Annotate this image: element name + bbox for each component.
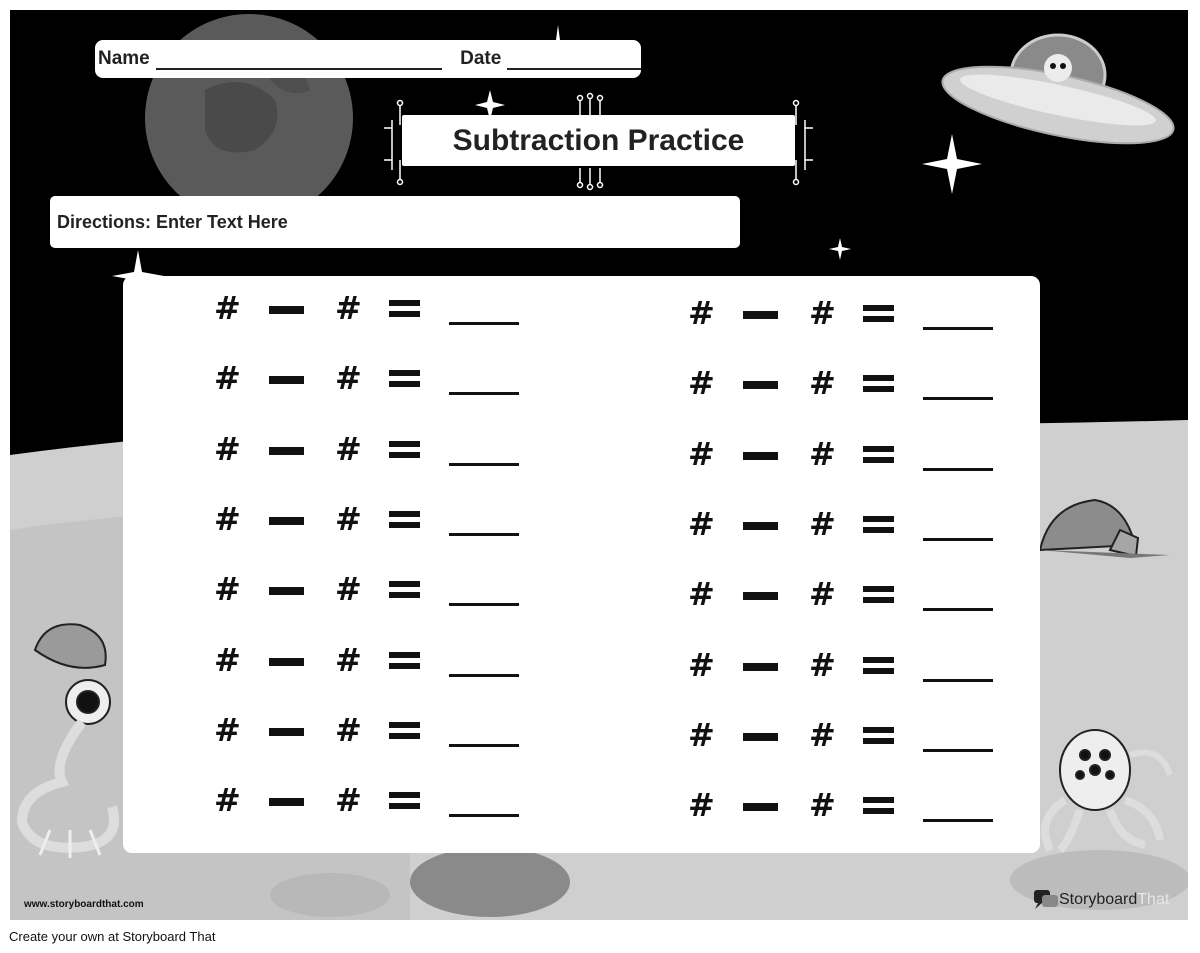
operand-placeholder: #: [688, 505, 715, 543]
minus-sign: [269, 728, 304, 736]
equals-sign: [389, 370, 420, 376]
logo-word-that: That: [1137, 891, 1170, 908]
minus-sign: [743, 452, 778, 460]
answer-blank[interactable]: [923, 679, 993, 682]
subtraction-problem: [205, 499, 525, 539]
equals-sign: [863, 305, 894, 311]
name-field[interactable]: [156, 48, 442, 70]
minus-sign: [269, 306, 304, 314]
operand-placeholder: #: [809, 716, 836, 754]
operand-placeholder: #: [688, 786, 715, 824]
subtraction-problem: [679, 363, 999, 403]
equals-sign: [863, 597, 894, 603]
equals-sign: [389, 663, 420, 669]
answer-blank[interactable]: [923, 608, 993, 611]
operand-placeholder: #: [214, 500, 241, 538]
equals-sign: [389, 452, 420, 458]
operand-placeholder: #: [809, 435, 836, 473]
operand-placeholder: #: [688, 646, 715, 684]
equals-sign: [863, 527, 894, 533]
equals-sign: [389, 441, 420, 447]
minus-sign: [269, 517, 304, 525]
answer-blank[interactable]: [923, 749, 993, 752]
equals-sign: [389, 803, 420, 809]
answer-blank[interactable]: [449, 814, 519, 817]
operand-placeholder: #: [688, 294, 715, 332]
subtraction-problem: [205, 429, 525, 469]
equals-sign: [863, 316, 894, 322]
ufo-illustration: [936, 35, 1179, 159]
operand-placeholder: #: [809, 786, 836, 824]
operand-placeholder: #: [335, 641, 362, 679]
minus-sign: [269, 376, 304, 384]
answer-blank[interactable]: [449, 322, 519, 325]
equals-sign: [389, 792, 420, 798]
equals-sign: [389, 522, 420, 528]
subtraction-problem: [205, 780, 525, 820]
minus-sign: [743, 733, 778, 741]
answer-blank[interactable]: [449, 744, 519, 747]
equals-sign: [863, 386, 894, 392]
operand-placeholder: #: [214, 430, 241, 468]
operand-placeholder: #: [335, 711, 362, 749]
minus-sign: [743, 803, 778, 811]
watermark-url: www.storyboardthat.com: [24, 899, 144, 910]
operand-placeholder: #: [214, 359, 241, 397]
operand-placeholder: #: [214, 781, 241, 819]
operand-placeholder: #: [809, 646, 836, 684]
equals-sign: [863, 586, 894, 592]
date-field[interactable]: [507, 48, 641, 70]
minus-sign: [743, 381, 778, 389]
operand-placeholder: #: [688, 575, 715, 613]
speech-bubble-icon: [1033, 889, 1059, 911]
minus-sign: [743, 311, 778, 319]
equals-sign: [863, 738, 894, 744]
equals-sign: [389, 733, 420, 739]
operand-placeholder: #: [809, 505, 836, 543]
directions-box[interactable]: [50, 196, 740, 248]
subtraction-problem: [205, 640, 525, 680]
operand-placeholder: #: [335, 570, 362, 608]
answer-blank[interactable]: [923, 538, 993, 541]
date-label: Date: [460, 48, 502, 69]
operand-placeholder: #: [214, 711, 241, 749]
answer-blank[interactable]: [449, 603, 519, 606]
operand-placeholder: #: [688, 716, 715, 754]
operand-placeholder: #: [214, 570, 241, 608]
equals-sign: [389, 652, 420, 658]
minus-sign: [269, 587, 304, 595]
subtraction-problem: [679, 715, 999, 755]
minus-sign: [743, 663, 778, 671]
subtraction-problem: [205, 288, 525, 328]
operand-placeholder: #: [809, 364, 836, 402]
operand-placeholder: #: [809, 294, 836, 332]
answer-blank[interactable]: [449, 533, 519, 536]
name-date-bar: [95, 40, 641, 78]
subtraction-problem: [205, 569, 525, 609]
subtraction-problem: [205, 358, 525, 398]
operand-placeholder: #: [335, 500, 362, 538]
operand-placeholder: #: [335, 781, 362, 819]
subtraction-problem: [679, 785, 999, 825]
equals-sign: [863, 446, 894, 452]
minus-sign: [269, 658, 304, 666]
operand-placeholder: #: [214, 289, 241, 327]
operand-placeholder: #: [809, 575, 836, 613]
equals-sign: [863, 657, 894, 663]
minus-sign: [743, 522, 778, 530]
equals-sign: [389, 511, 420, 517]
equals-sign: [389, 592, 420, 598]
logo-word-storyboard: Storyboard: [1059, 891, 1138, 908]
minus-sign: [743, 592, 778, 600]
operand-placeholder: #: [335, 430, 362, 468]
storyboardthat-logo: [1033, 889, 1169, 911]
equals-sign: [863, 516, 894, 522]
equals-sign: [389, 581, 420, 587]
operand-placeholder: #: [335, 289, 362, 327]
subtraction-problem: [205, 710, 525, 750]
operand-placeholder: #: [214, 641, 241, 679]
equals-sign: [863, 727, 894, 733]
equals-sign: [863, 375, 894, 381]
equals-sign: [863, 797, 894, 803]
subtraction-problem: [679, 434, 999, 474]
equals-sign: [863, 457, 894, 463]
subtraction-problem: [679, 293, 999, 333]
directions-text: Directions: Enter Text Here: [57, 211, 288, 232]
worksheet-frame: [10, 10, 1188, 920]
answer-blank[interactable]: [449, 392, 519, 395]
operand-placeholder: #: [688, 364, 715, 402]
equals-sign: [863, 808, 894, 814]
minus-sign: [269, 798, 304, 806]
answer-blank[interactable]: [923, 397, 993, 400]
answer-blank[interactable]: [449, 463, 519, 466]
problems-sheet: [123, 276, 1040, 853]
name-label: Name: [98, 48, 150, 69]
page-title: Subtraction Practice: [402, 115, 795, 166]
equals-sign: [863, 668, 894, 674]
subtraction-problem: [679, 504, 999, 544]
equals-sign: [389, 311, 420, 317]
operand-placeholder: #: [335, 359, 362, 397]
answer-blank[interactable]: [923, 468, 993, 471]
minus-sign: [269, 447, 304, 455]
equals-sign: [389, 722, 420, 728]
subtraction-problem: [679, 645, 999, 685]
answer-blank[interactable]: [923, 327, 993, 330]
answer-blank[interactable]: [449, 674, 519, 677]
operand-placeholder: #: [688, 435, 715, 473]
equals-sign: [389, 300, 420, 306]
answer-blank[interactable]: [923, 819, 993, 822]
equals-sign: [389, 381, 420, 387]
footer-link[interactable]: Create your own at Storyboard That: [9, 929, 216, 944]
subtraction-problem: [679, 574, 999, 614]
